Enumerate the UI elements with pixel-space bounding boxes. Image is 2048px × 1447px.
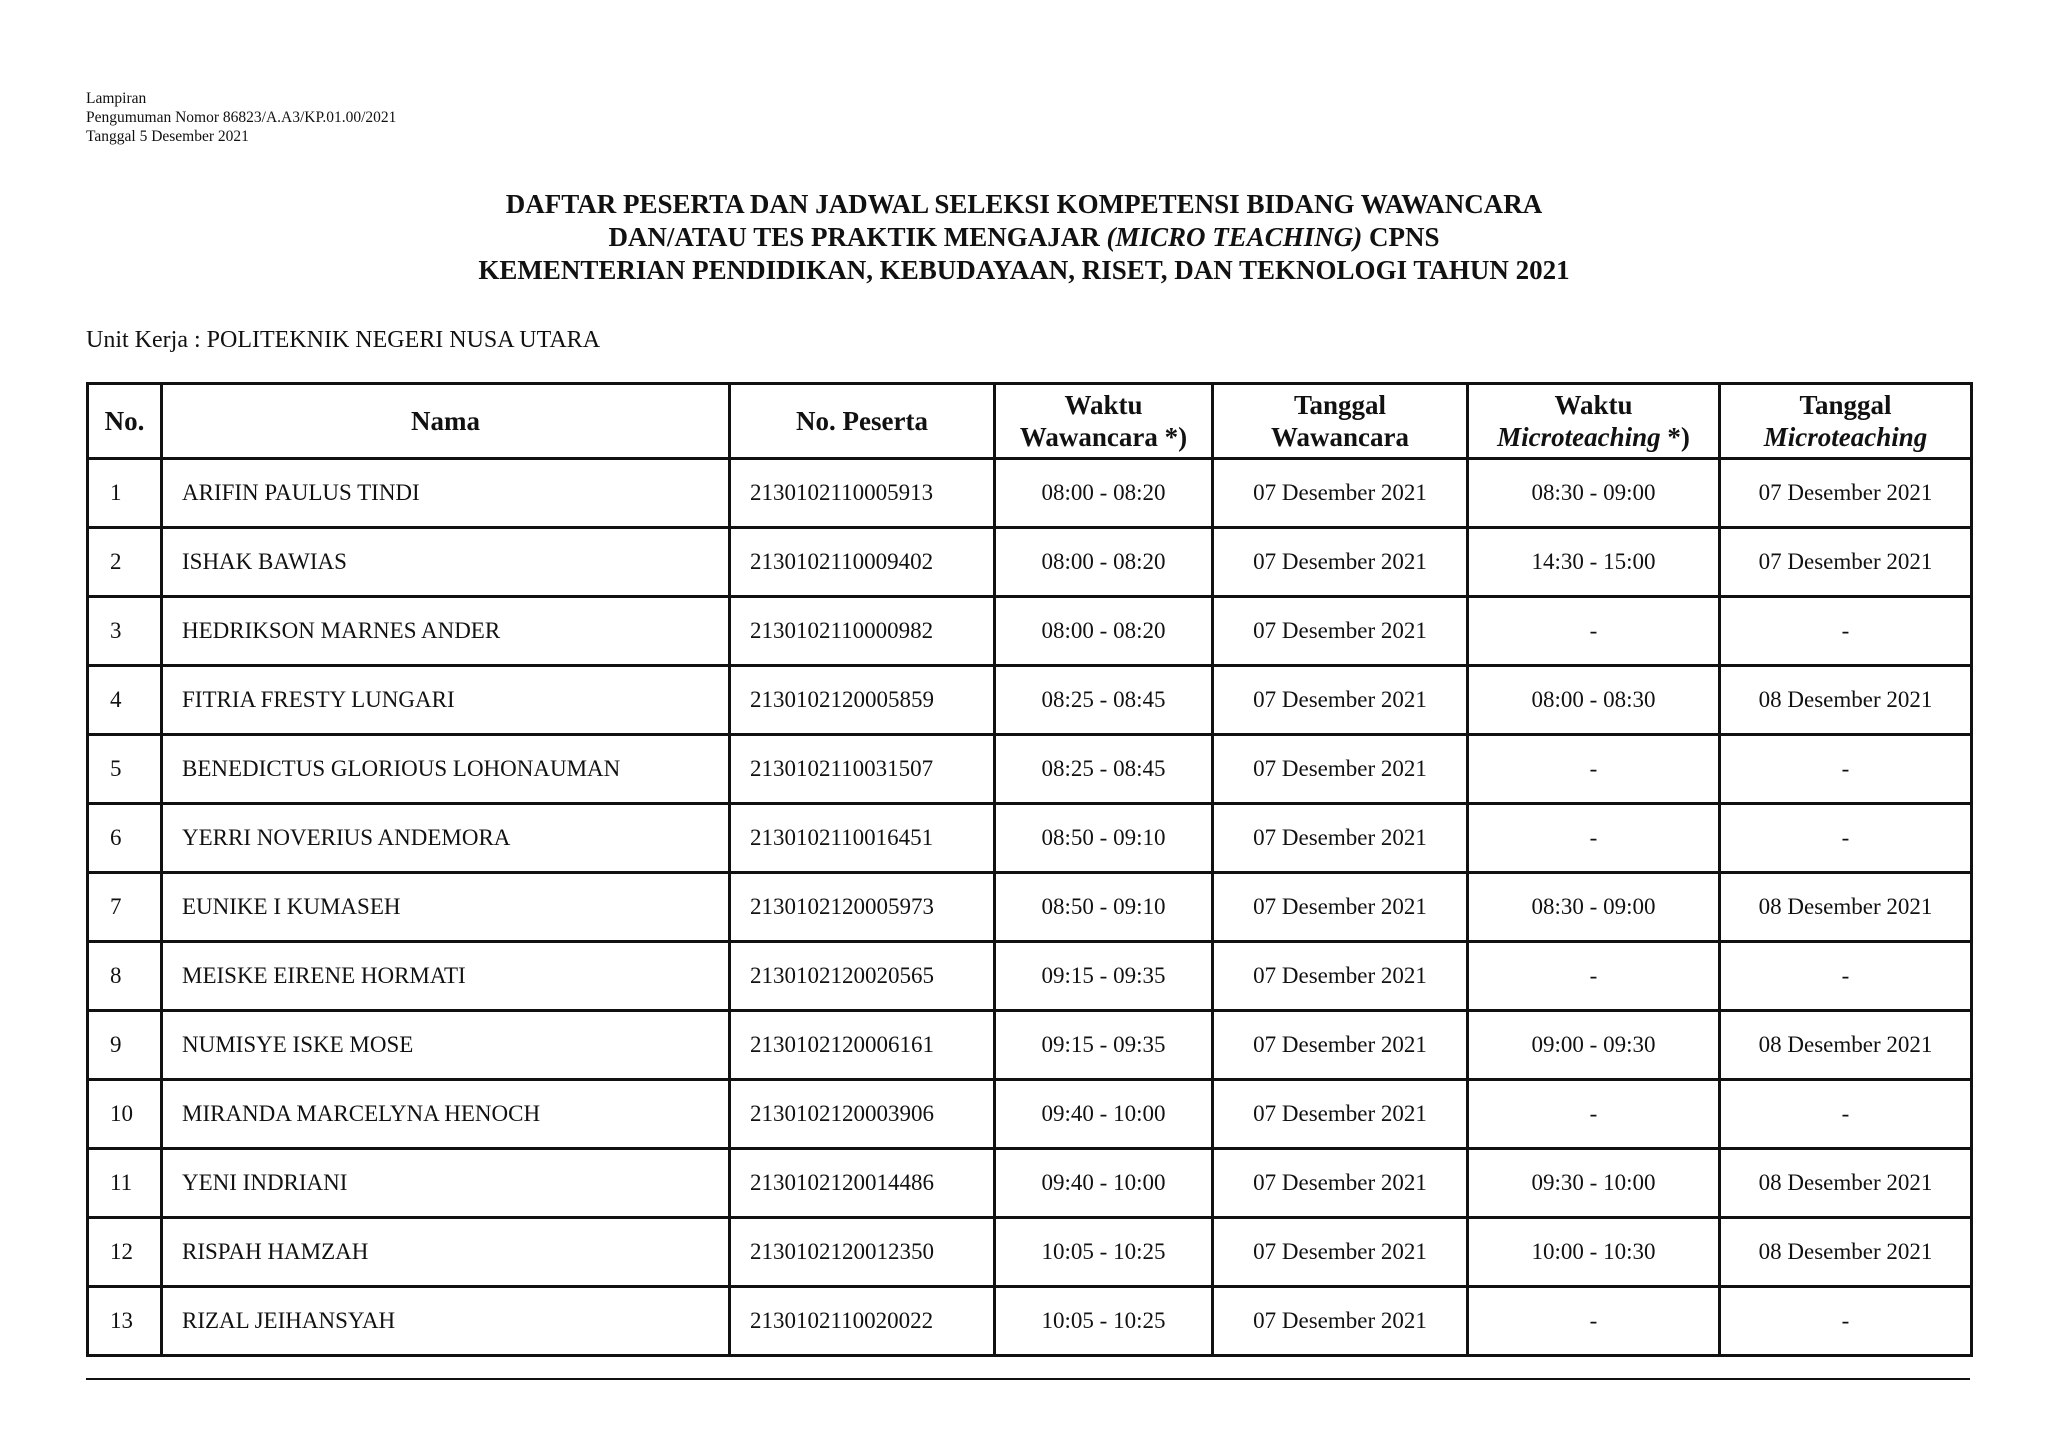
cell-waktu-wawancara: 10:05 - 10:25	[995, 1218, 1213, 1287]
cell-tanggal-wawancara: 07 Desember 2021	[1213, 1011, 1468, 1080]
cell-no-peserta: 2130102120020565	[730, 942, 995, 1011]
cell-waktu-microteaching: -	[1468, 735, 1720, 804]
table-row	[88, 666, 1972, 735]
cell-waktu-wawancara: 10:05 - 10:25	[995, 1287, 1213, 1356]
cell-tanggal-wawancara: 07 Desember 2021	[1213, 459, 1468, 528]
cell-waktu-microteaching: -	[1468, 804, 1720, 873]
cell-tanggal-wawancara: 07 Desember 2021	[1213, 873, 1468, 942]
table-row	[88, 873, 1972, 942]
cell-tanggal-microteaching: -	[1720, 1287, 1972, 1356]
cell-nama: NUMISYE ISKE MOSE	[162, 1011, 730, 1080]
header-waktu-microteaching	[1468, 384, 1720, 459]
cell-no-peserta: 2130102120003906	[730, 1080, 995, 1149]
cell-no: 7	[88, 873, 162, 942]
header-waktu-wawancara	[995, 384, 1213, 459]
cell-waktu-microteaching: -	[1468, 942, 1720, 1011]
cell-no-peserta: 2130102110020022	[730, 1287, 995, 1356]
cell-waktu-microteaching: 08:30 - 09:00	[1468, 459, 1720, 528]
cell-waktu-wawancara: 08:00 - 08:20	[995, 459, 1213, 528]
cell-waktu-microteaching: 08:00 - 08:30	[1468, 666, 1720, 735]
cell-tanggal-wawancara: 07 Desember 2021	[1213, 1218, 1468, 1287]
header-tanggal-wawancara-line-2: Wawancara	[1271, 422, 1409, 452]
cell-waktu-microteaching: 08:30 - 09:00	[1468, 873, 1720, 942]
cell-no: 3	[88, 597, 162, 666]
cell-waktu-microteaching: 09:30 - 10:00	[1468, 1149, 1720, 1218]
header-no: No.	[88, 384, 162, 459]
title-line-3: KEMENTERIAN PENDIDIKAN, KEBUDAYAAN, RISET, DAN TEKNOLOGI TAHUN 2021	[478, 255, 1570, 285]
cell-nama: YERRI NOVERIUS ANDEMORA	[162, 804, 730, 873]
table-row	[88, 942, 1972, 1011]
cell-no: 9	[88, 1011, 162, 1080]
cell-nama: FITRIA FRESTY LUNGARI	[162, 666, 730, 735]
header-no-peserta: No. Peserta	[730, 384, 995, 459]
header-tanggal-micro-line-1: Tanggal	[1799, 390, 1892, 420]
header-waktu-micro-line-2: Microteaching	[1497, 422, 1661, 452]
header-tanggal-microteaching	[1720, 384, 1972, 459]
cell-no-peserta: 2130102110000982	[730, 597, 995, 666]
cell-waktu-wawancara: 09:40 - 10:00	[995, 1149, 1213, 1218]
header-tanggal-wawancara-line-1: Tanggal	[1293, 390, 1387, 420]
cell-no-peserta: 2130102120005859	[730, 666, 995, 735]
cell-tanggal-microteaching: -	[1720, 735, 1972, 804]
cell-no-peserta: 2130102110005913	[730, 459, 995, 528]
cell-tanggal-wawancara: 07 Desember 2021	[1213, 804, 1468, 873]
header-waktu-wawancara-line-1: Waktu	[1064, 390, 1143, 420]
cell-no: 10	[88, 1080, 162, 1149]
table-row	[88, 1011, 1972, 1080]
cell-waktu-wawancara: 08:50 - 09:10	[995, 804, 1213, 873]
work-unit: Unit Kerja : POLITEKNIK NEGERI NUSA UTARA	[86, 327, 601, 353]
title-line-1: DAFTAR PESERTA DAN JADWAL SELEKSI KOMPETENSI BIDANG WAWANCARA	[505, 189, 1543, 219]
title-line-2	[0, 221, 2048, 254]
document-title	[0, 188, 2048, 287]
cell-waktu-microteaching: 14:30 - 15:00	[1468, 528, 1720, 597]
cell-nama: BENEDICTUS GLORIOUS LOHONAUMAN	[162, 735, 730, 804]
cell-nama: MIRANDA MARCELYNA HENOCH	[162, 1080, 730, 1149]
cell-no: 13	[88, 1287, 162, 1356]
table-row	[88, 1080, 1972, 1149]
cell-no-peserta: 2130102110031507	[730, 735, 995, 804]
cell-no: 11	[88, 1149, 162, 1218]
cell-no-peserta: 2130102120005973	[730, 873, 995, 942]
cell-nama: ISHAK BAWIAS	[162, 528, 730, 597]
cell-tanggal-microteaching: 08 Desember 2021	[1720, 873, 1972, 942]
cell-nama: MEISKE EIRENE HORMATI	[162, 942, 730, 1011]
cell-tanggal-wawancara: 07 Desember 2021	[1213, 1080, 1468, 1149]
attachment-header	[86, 89, 396, 146]
cell-tanggal-wawancara: 07 Desember 2021	[1213, 942, 1468, 1011]
cell-tanggal-microteaching: 07 Desember 2021	[1720, 459, 1972, 528]
cell-no: 1	[88, 459, 162, 528]
table-row	[88, 735, 1972, 804]
cell-tanggal-wawancara: 07 Desember 2021	[1213, 735, 1468, 804]
cell-nama: EUNIKE I KUMASEH	[162, 873, 730, 942]
cell-no: 2	[88, 528, 162, 597]
table-row	[88, 804, 1972, 873]
cell-waktu-wawancara: 08:25 - 08:45	[995, 735, 1213, 804]
cell-waktu-microteaching: 10:00 - 10:30	[1468, 1218, 1720, 1287]
cell-tanggal-microteaching: -	[1720, 804, 1972, 873]
cell-no-peserta: 2130102120014486	[730, 1149, 995, 1218]
title-line-2-post: CPNS	[1362, 222, 1440, 252]
cell-no: 4	[88, 666, 162, 735]
table-row	[88, 459, 1972, 528]
cell-no-peserta: 2130102120012350	[730, 1218, 995, 1287]
cell-no-peserta: 2130102110009402	[730, 528, 995, 597]
cell-no: 6	[88, 804, 162, 873]
cell-waktu-wawancara: 09:40 - 10:00	[995, 1080, 1213, 1149]
cell-waktu-wawancara: 08:25 - 08:45	[995, 666, 1213, 735]
cell-nama: RISPAH HAMZAH	[162, 1218, 730, 1287]
cell-waktu-wawancara: 08:00 - 08:20	[995, 528, 1213, 597]
cell-no-peserta: 2130102120006161	[730, 1011, 995, 1080]
cell-tanggal-microteaching: -	[1720, 942, 1972, 1011]
header-waktu-wawancara-line-2: Wawancara *)	[1019, 422, 1188, 452]
table-body	[88, 459, 1972, 1356]
table-row	[88, 528, 1972, 597]
announcement-number: Pengumuman Nomor 86823/A.A3/KP.01.00/2021	[86, 109, 397, 126]
cell-nama: HEDRIKSON MARNES ANDER	[162, 597, 730, 666]
cell-tanggal-wawancara: 07 Desember 2021	[1213, 666, 1468, 735]
cell-waktu-microteaching: -	[1468, 1080, 1720, 1149]
title-line-2-pre: DAN/ATAU TES PRAKTIK MENGAJAR	[608, 222, 1107, 252]
cell-tanggal-microteaching: -	[1720, 1080, 1972, 1149]
bottom-rule	[86, 1378, 1970, 1380]
announcement-date: Tanggal 5 Desember 2021	[86, 128, 249, 145]
cell-waktu-wawancara: 08:50 - 09:10	[995, 873, 1213, 942]
cell-tanggal-wawancara: 07 Desember 2021	[1213, 1287, 1468, 1356]
cell-tanggal-microteaching: 08 Desember 2021	[1720, 1218, 1972, 1287]
cell-nama: YENI INDRIANI	[162, 1149, 730, 1218]
participant-schedule-table	[86, 382, 1973, 1357]
header-tanggal-wawancara	[1213, 384, 1468, 459]
cell-tanggal-wawancara: 07 Desember 2021	[1213, 597, 1468, 666]
cell-no: 5	[88, 735, 162, 804]
cell-waktu-microteaching: -	[1468, 1287, 1720, 1356]
cell-tanggal-microteaching: -	[1720, 597, 1972, 666]
attachment-label: Lampiran	[86, 90, 147, 107]
header-nama: Nama	[162, 384, 730, 459]
cell-waktu-wawancara: 09:15 - 09:35	[995, 1011, 1213, 1080]
cell-tanggal-microteaching: 08 Desember 2021	[1720, 666, 1972, 735]
cell-tanggal-wawancara: 07 Desember 2021	[1213, 528, 1468, 597]
cell-nama: ARIFIN PAULUS TINDI	[162, 459, 730, 528]
cell-no-peserta: 2130102110016451	[730, 804, 995, 873]
header-tanggal-micro-line-2: Microteaching	[1763, 422, 1928, 452]
table-row	[88, 1149, 1972, 1218]
cell-tanggal-microteaching: 08 Desember 2021	[1720, 1149, 1972, 1218]
cell-waktu-wawancara: 09:15 - 09:35	[995, 942, 1213, 1011]
table-header-row	[88, 384, 1972, 459]
title-line-2-italic: (MICRO TEACHING)	[1106, 222, 1363, 252]
table-row	[88, 1287, 1972, 1356]
cell-no: 8	[88, 942, 162, 1011]
cell-tanggal-wawancara: 07 Desember 2021	[1213, 1149, 1468, 1218]
header-waktu-micro-note: *)	[1660, 422, 1690, 452]
cell-tanggal-microteaching: 07 Desember 2021	[1720, 528, 1972, 597]
table-row	[88, 1218, 1972, 1287]
header-waktu-micro-line-1: Waktu	[1554, 390, 1633, 420]
cell-waktu-microteaching: -	[1468, 597, 1720, 666]
table-row	[88, 597, 1972, 666]
cell-tanggal-microteaching: 08 Desember 2021	[1720, 1011, 1972, 1080]
cell-waktu-microteaching: 09:00 - 09:30	[1468, 1011, 1720, 1080]
cell-no: 12	[88, 1218, 162, 1287]
cell-waktu-wawancara: 08:00 - 08:20	[995, 597, 1213, 666]
cell-nama: RIZAL JEIHANSYAH	[162, 1287, 730, 1356]
